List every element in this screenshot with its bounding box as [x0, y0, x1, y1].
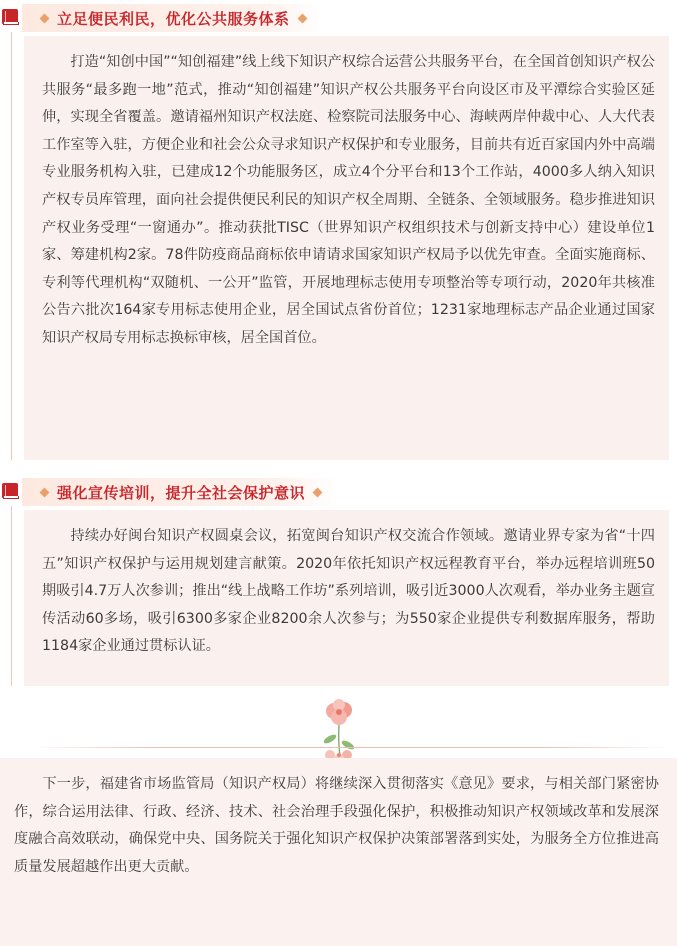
section-2-title-bar	[22, 478, 338, 506]
diamond-icon	[297, 13, 307, 23]
section-1-title-bar	[22, 4, 323, 32]
diamond-icon	[313, 487, 323, 497]
section-2-guide-line	[11, 506, 12, 686]
section-1-body: 打造“知创中国”“知创福建”线上线下知识产权综合运营公共服务平台，在全国首创知识产权公共服务“最多跑一地”范式，推动“知创福建”知识产权公共服务平台向设区市及平潭综合实验区延伸，实现全省覆盖。邀请福州知识产权法庭、检察院司法服务中心、海峡两岸仲裁中心、人大代表工作室等入驻，方便企业和社会公众寻求知识产权保护和专业服务，目前共有近百家国内外中高端专业服务机构入驻，已建成12个功能服务区，成立4个分平台和13个工作站，4000多人纳入知识产权专员库管理，面向社会提供便民利民的知识产权全周期、全链条、全领域服务。稳步推进知识产权业务受理“一窗通办”。推动获批TISC（世界知识产权组织技术与创新支持中心）建设单位1家、筹建机构2家。78件防疫商品商标依申请请求国家知识产权局予以优先审查。全面实施商标、专利等代理机构“双随机、一公开”监管，开展地理标志使用专项整治等专项行动，2020年共核准公告六批次164家专用标志使用企业，居全国试点省份首位；1231家地理标志产品企业通过国家知识产权局专用标志换标审核，居全国首位。	[24, 36, 669, 460]
flower-icon	[314, 695, 364, 765]
section-1-header	[0, 4, 677, 32]
section-2-body: 持续办好闽台知识产权圆桌会议，拓宽闽台知识产权交流合作领域。邀请业界专家为省“十四五”知识产权保护与运用规划建言献策。2020年依托知识产权远程教育平台，举办远程培训班50期吸引4.7万人次参训；推出“线上战略工作坊”系列培训，吸引近3000人次观看，举办业务主题宣传活动60多场，吸引6300多家企业8200余人次参与；为550家企业提供专利数据库服务，帮助1184家企业通过贯标认证。	[24, 510, 669, 686]
book-icon	[2, 9, 20, 27]
diamond-icon	[40, 487, 50, 497]
conclusion-body: 下一步，福建省市场监管局（知识产权局）将继续深入贯彻落实《意见》要求，与相关部门紧密协作，综合运用法律、行政、经济、技术、社会治理手段强化保护，积极推动知识产权领域改革和发展深度融合高效联动，确保党中央、国务院关于强化知识产权保护决策部署落到实处，为服务全方位推进高质量发展超越作出更大贡献。	[0, 758, 677, 946]
section-2-header	[0, 478, 677, 506]
diamond-icon	[40, 13, 50, 23]
book-icon	[2, 483, 20, 501]
divider-line	[30, 747, 670, 748]
section-2-title: 强化宣传培训，提升全社会保护意识	[57, 483, 306, 502]
section-1-title: 立足便民利民，优化公共服务体系	[57, 9, 290, 28]
section-1-guide-line	[11, 32, 12, 460]
